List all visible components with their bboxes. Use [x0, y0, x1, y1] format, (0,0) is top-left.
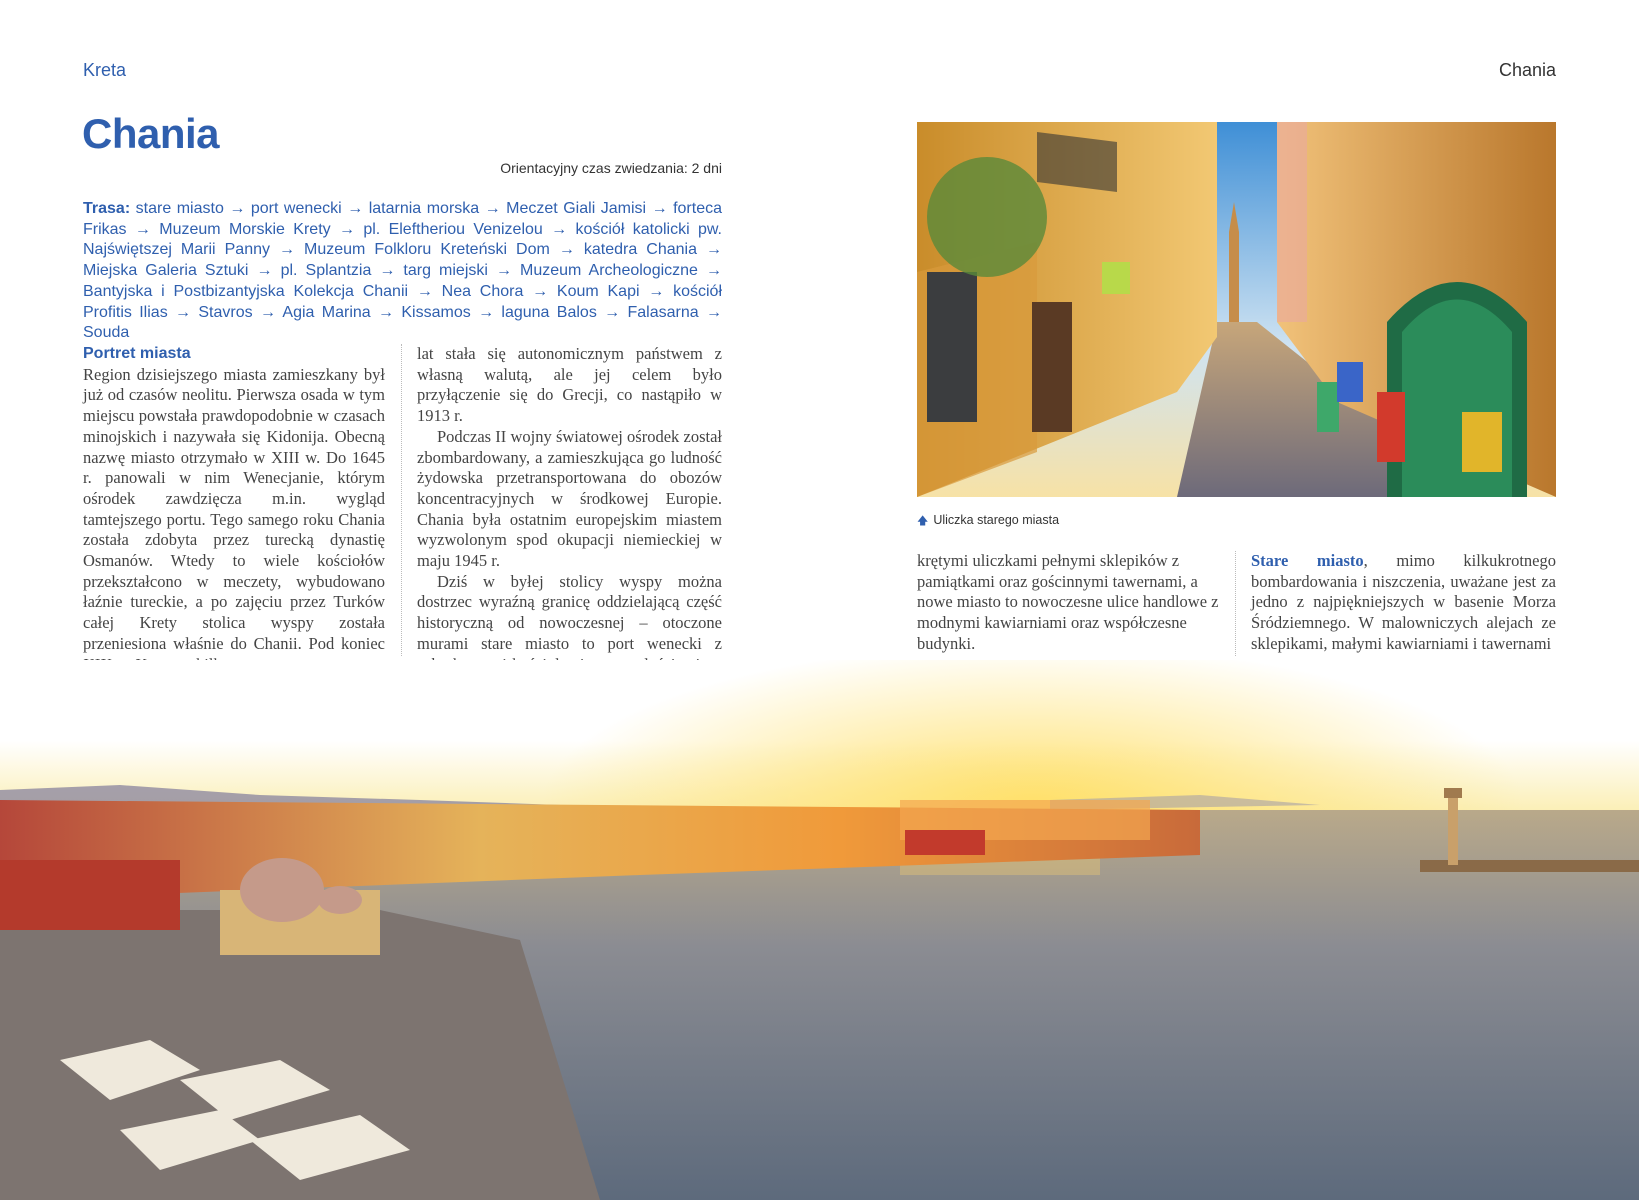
harbor-photo — [0, 660, 1639, 1200]
paragraph: Podczas II wojny światowej ośrodek został zbombardowany, a zamieszkująca go ludność żydowska przetransportowana do obozów koncentracyjnych w środkowej Europie. Chania była ostatnim europejskim miastem wyzwolonym spod okupacji niemieckiej w maju 1945 r. — [417, 426, 722, 571]
arrow-up-icon: 🡅 — [917, 515, 929, 527]
highlight-term: Stare miasto — [1251, 551, 1364, 570]
paragraph: , mimo kilkukrotnego bombardowania i niszczenia, uważane jest za jedno z najpiękniejszych w basenie Morza Śródziemnego. W malowniczych alejach ze sklepikami, małymi kawiarniami i tawernami — [1251, 551, 1556, 653]
running-header-section: Kreta — [83, 60, 127, 80]
caption-text: Uliczka starego miasta — [933, 513, 1060, 527]
street-photo-caption — [917, 512, 1059, 531]
visit-time: Orientacyjny czas zwiedzania: 2 dni — [500, 160, 722, 176]
text-column-3: krętymi uliczkami pełnymi sklepików z pamiątkami oraz gościnnymi tawernami, a nowe miasto to nowoczesne ulice handlowe z modnymi kawiarniami oraz współczesne budynki. — [917, 551, 1219, 653]
route-paragraph — [83, 199, 722, 344]
route-label: Trasa: — [83, 200, 131, 217]
text-column-2 — [417, 344, 722, 696]
section-heading: Portret miasta — [83, 345, 191, 362]
paragraph: Region dzisiejszego miasta zamieszkany był już od czasów neolitu. Pierwsza osada w tym miejscu powstała prawdopodobnie w czasach minojskich i nazywała się Kidonija. Obecną nazwę miasto otrzymało w XIII w. Do 1645 r. panowali w nim Wenecjanie, którym ośrodek zawdzięcza m.in. wygląd tamtejszego portu. Tego samego roku Chania została zdobyta przez turecką dynastię Osmanów. Wtedy to wiele kościołów przekształcono w meczety, wybudowano łaźnie tureckie, a po zajęciu przez Turków całej Krety stolica wyspy została przeniesiona właśnie do Chanii. Pod koniec — [83, 364, 385, 653]
paragraph: lat stała się autonomicznym państwem z własną walutą, ale jej celem było przyłączenie się do Grecji, co nastąpiło w 1913 r. — [417, 344, 722, 426]
paragraph: Dziś w byłej stolicy wyspy można dostrzec wyraźną granicę oddzielającą część historyczną od nowoczesnej – otoczone murami stare miasto to port wenecki z — [417, 571, 722, 653]
text-column-4 — [1251, 551, 1556, 655]
running-header-chapter: Chania — [1498, 60, 1556, 80]
page-title: Chania — [82, 110, 220, 157]
column-divider — [1235, 551, 1236, 656]
route-text: stare miasto → port wenecki → latarnia morska → Meczet Giali Jamisi → forteca Frikas → Muzeum Morskie Krety → pl. Eleftheriou Venizelou → kościół katolicki pw. Najświętszej Marii Panny → Muzeum Folkloru Kreteński Dom → katedra Chania → Miejska Galeria Sztuki → pl. Splantzia → targ miejski → Muzeum Archeologiczne → Bantyjska i Postbizantyjska Kolekcja Chanii → Nea Chora → Koum Kapi → kościół Profitis Ilias → Stavros → Agia Marina → Kissamos → laguna Balos → Falasarna → Souda — [83, 200, 722, 342]
text-column-1 — [83, 344, 385, 675]
street-photo — [917, 122, 1556, 497]
column-divider — [401, 344, 402, 656]
